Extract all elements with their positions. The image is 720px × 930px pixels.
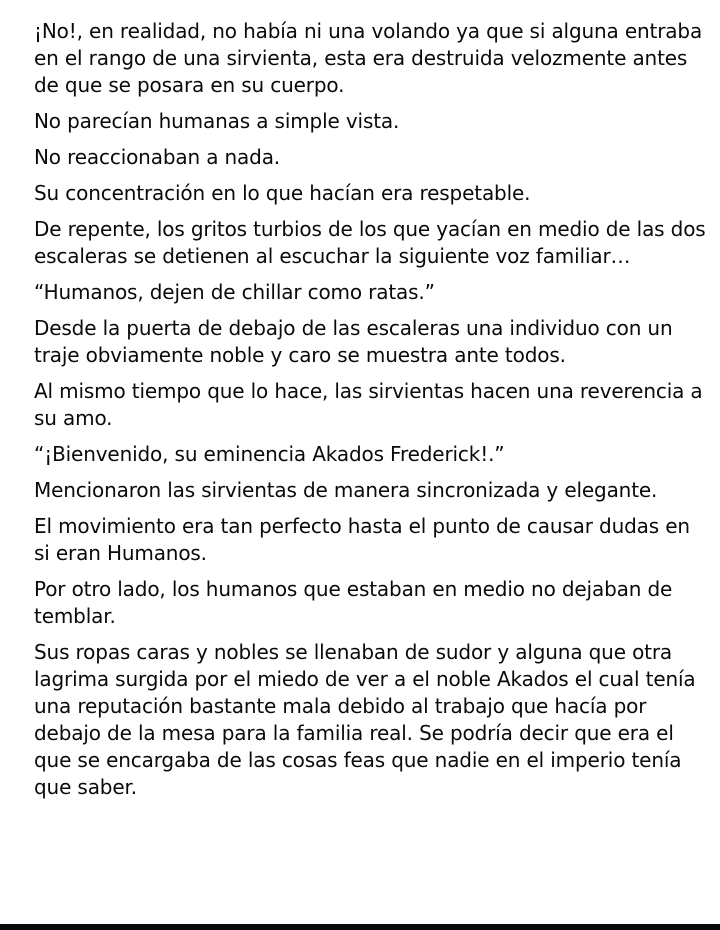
paragraph: ¡No!, en realidad, no había ni una volando ya que si alguna entraba en el rango de una sirvienta, esta era destruida velozmente antes de que se posara en su cuerpo. [34,19,703,97]
paragraph: Sus ropas caras y nobles se llenaban de sudor y alguna que otra lagrima surgida por el miedo de ver a el noble Akados el cual tenía una reputación bastante mala debido al trabajo que hacía por debajo de la mesa para la familia real. Se podría decir que era el que se encargaba de las cosas feas que nadie en el imperio tenía que saber. [34,640,696,799]
paragraph: Su concentración en lo que hacían era respetable. [34,181,531,205]
paragraph: No reaccionaban a nada. [34,145,281,169]
paragraph: No parecían humanas a simple vista. [34,109,400,133]
paragraph: Mencionaron las sirvientas de manera sincronizada y elegante. [34,478,658,502]
paragraph: Por otro lado, los humanos que estaban en medio no dejaban de temblar. [34,577,673,628]
paragraph: “Humanos, dejen de chillar como ratas.” [34,280,435,304]
paragraph: De repente, los gritos turbios de los que yacían en medio de las dos escaleras se detienen al escuchar la siguiente voz familiar… [34,217,706,268]
story-text [34,18,710,810]
paragraph: Al mismo tiempo que lo hace, las sirvientas hacen una reverencia a su amo. [34,379,703,430]
paragraph: Desde la puerta de debajo de las escaleras una individuo con un traje obviamente noble y caro se muestra ante todos. [34,316,673,367]
paragraph: El movimiento era tan perfecto hasta el punto de causar dudas en si eran Humanos. [34,514,690,565]
bottom-border [0,924,720,930]
paragraph: “¡Bienvenido, su eminencia Akados Frederick!.” [34,442,505,466]
